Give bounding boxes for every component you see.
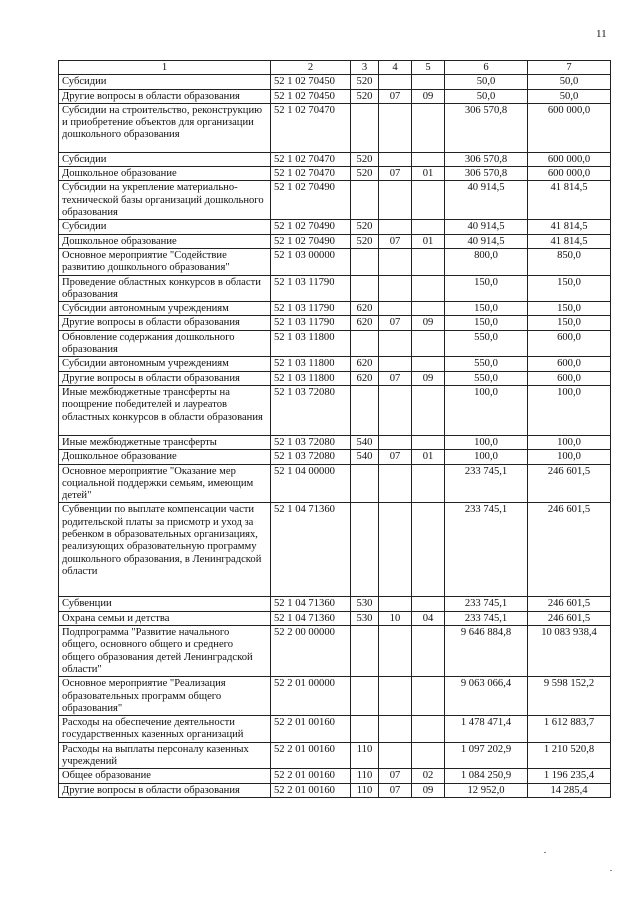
row-amount-year2: 600,0 — [528, 371, 611, 385]
column-header-year1: 6 — [445, 61, 528, 75]
table-row — [59, 181, 611, 220]
row-expense-type: 540 — [351, 450, 379, 464]
row-code: 52 2 01 00160 — [271, 769, 351, 783]
row-code: 52 1 02 70490 — [271, 234, 351, 248]
row-expense-type — [351, 626, 379, 677]
table-row — [59, 220, 611, 234]
row-expense-type: 110 — [351, 769, 379, 783]
row-section — [379, 716, 412, 743]
row-name: Иные межбюджетные трансферты на поощрение победителей и лауреатов областных конкурсов в области образования — [59, 385, 271, 435]
row-amount-year2: 1 196 235,4 — [528, 769, 611, 783]
row-name: Основное мероприятие "Содействие развитию дошкольного образования" — [59, 248, 271, 275]
row-code: 52 1 03 11800 — [271, 357, 351, 371]
table-row — [59, 75, 611, 89]
row-code: 52 1 02 70490 — [271, 220, 351, 234]
row-name: Расходы на выплаты персоналу казенных учреждений — [59, 742, 271, 769]
row-code: 52 1 02 70470 — [271, 167, 351, 181]
row-amount-year2: 600 000,0 — [528, 167, 611, 181]
row-amount-year1: 233 745,1 — [445, 597, 528, 611]
row-code: 52 1 04 71360 — [271, 503, 351, 597]
table-row — [59, 316, 611, 330]
row-name: Общее образование — [59, 769, 271, 783]
table-row — [59, 103, 611, 152]
row-subsection — [412, 626, 445, 677]
row-name: Основное мероприятие "Реализация образовательных программ общего образования" — [59, 677, 271, 716]
row-amount-year2: 600,0 — [528, 357, 611, 371]
table-row — [59, 769, 611, 783]
table-row — [59, 357, 611, 371]
column-header-code: 2 — [271, 61, 351, 75]
row-subsection — [412, 503, 445, 597]
row-subsection — [412, 742, 445, 769]
row-name: Субсидии на укрепление материально-технической базы организаций дошкольного образования — [59, 181, 271, 220]
row-name: Основное мероприятие "Оказание мер социальной поддержки семьям, имеющим детей" — [59, 464, 271, 503]
table-row — [59, 677, 611, 716]
row-subsection: 01 — [412, 167, 445, 181]
row-code: 52 1 03 72080 — [271, 450, 351, 464]
row-subsection: 01 — [412, 234, 445, 248]
row-amount-year2: 100,0 — [528, 435, 611, 449]
row-amount-year1: 550,0 — [445, 357, 528, 371]
table-row — [59, 435, 611, 449]
row-section — [379, 626, 412, 677]
table-row — [59, 167, 611, 181]
row-amount-year1: 306 570,8 — [445, 152, 528, 166]
column-header-pr: 5 — [412, 61, 445, 75]
row-section — [379, 597, 412, 611]
row-section — [379, 385, 412, 435]
row-amount-year2: 246 601,5 — [528, 503, 611, 597]
row-code: 52 1 02 70450 — [271, 75, 351, 89]
row-subsection: 09 — [412, 316, 445, 330]
row-amount-year2: 246 601,5 — [528, 597, 611, 611]
row-section: 10 — [379, 611, 412, 625]
row-subsection: 09 — [412, 783, 445, 797]
row-amount-year1: 1 097 202,9 — [445, 742, 528, 769]
row-section: 07 — [379, 167, 412, 181]
table-header-row — [59, 61, 611, 75]
row-section: 07 — [379, 371, 412, 385]
row-expense-type: 520 — [351, 152, 379, 166]
row-expense-type — [351, 503, 379, 597]
row-amount-year1: 100,0 — [445, 450, 528, 464]
row-amount-year1: 150,0 — [445, 302, 528, 316]
row-name: Подпрограмма "Развитие начального общего, основного общего и среднего общего образования детей Ленинградской области" — [59, 626, 271, 677]
table-row — [59, 503, 611, 597]
row-amount-year2: 9 598 152,2 — [528, 677, 611, 716]
row-name: Дошкольное образование — [59, 234, 271, 248]
row-name: Другие вопросы в области образования — [59, 783, 271, 797]
row-amount-year1: 150,0 — [445, 316, 528, 330]
row-expense-type: 530 — [351, 597, 379, 611]
row-amount-year1: 306 570,8 — [445, 103, 528, 152]
table-row — [59, 330, 611, 357]
row-subsection — [412, 181, 445, 220]
row-section — [379, 357, 412, 371]
row-expense-type — [351, 275, 379, 302]
row-code: 52 2 01 00160 — [271, 783, 351, 797]
row-code: 52 1 02 70490 — [271, 181, 351, 220]
budget-table — [58, 60, 611, 798]
row-code: 52 1 03 72080 — [271, 435, 351, 449]
row-amount-year2: 14 285,4 — [528, 783, 611, 797]
row-subsection — [412, 677, 445, 716]
row-amount-year2: 1 612 883,7 — [528, 716, 611, 743]
row-subsection — [412, 385, 445, 435]
row-subsection: 02 — [412, 769, 445, 783]
row-section: 07 — [379, 89, 412, 103]
row-name: Субвенции по выплате компенсации части родительской платы за присмотр и уход за ребенком в образовательных организациях, реализующих образовательную программу дошкольного образования, в Ленинградской области — [59, 503, 271, 597]
row-code: 52 1 03 11790 — [271, 302, 351, 316]
row-name: Проведение областных конкурсов в области образования — [59, 275, 271, 302]
row-amount-year2: 41 814,5 — [528, 220, 611, 234]
row-amount-year1: 100,0 — [445, 385, 528, 435]
row-section: 07 — [379, 783, 412, 797]
table-row — [59, 371, 611, 385]
row-section — [379, 302, 412, 316]
table-row — [59, 783, 611, 797]
row-amount-year1: 306 570,8 — [445, 167, 528, 181]
row-section — [379, 677, 412, 716]
table-row — [59, 626, 611, 677]
row-amount-year1: 40 914,5 — [445, 181, 528, 220]
row-amount-year2: 850,0 — [528, 248, 611, 275]
column-header-vr: 3 — [351, 61, 379, 75]
row-amount-year1: 9 063 066,4 — [445, 677, 528, 716]
row-subsection: 09 — [412, 371, 445, 385]
row-expense-type: 540 — [351, 435, 379, 449]
row-section: 07 — [379, 450, 412, 464]
row-section — [379, 220, 412, 234]
row-code: 52 1 04 71360 — [271, 611, 351, 625]
row-code: 52 1 03 72080 — [271, 385, 351, 435]
column-header-rz: 4 — [379, 61, 412, 75]
table-row — [59, 742, 611, 769]
row-amount-year1: 40 914,5 — [445, 234, 528, 248]
row-expense-type — [351, 181, 379, 220]
row-code: 52 1 03 11790 — [271, 316, 351, 330]
row-section: 07 — [379, 769, 412, 783]
row-amount-year2: 41 814,5 — [528, 181, 611, 220]
row-amount-year2: 50,0 — [528, 89, 611, 103]
row-code: 52 1 03 11790 — [271, 275, 351, 302]
table-row — [59, 302, 611, 316]
row-amount-year1: 100,0 — [445, 435, 528, 449]
row-subsection — [412, 597, 445, 611]
row-expense-type: 520 — [351, 220, 379, 234]
row-amount-year1: 233 745,1 — [445, 503, 528, 597]
row-expense-type: 620 — [351, 357, 379, 371]
page-number: 11 — [596, 28, 607, 40]
row-section — [379, 75, 412, 89]
row-amount-year2: 100,0 — [528, 385, 611, 435]
row-section — [379, 275, 412, 302]
row-code: 52 1 03 00000 — [271, 248, 351, 275]
row-code: 52 2 01 00160 — [271, 716, 351, 743]
row-amount-year1: 50,0 — [445, 75, 528, 89]
table-row — [59, 464, 611, 503]
row-amount-year2: 246 601,5 — [528, 464, 611, 503]
row-expense-type: 520 — [351, 167, 379, 181]
table-row — [59, 597, 611, 611]
row-name: Субсидии — [59, 220, 271, 234]
row-amount-year1: 233 745,1 — [445, 611, 528, 625]
row-expense-type: 520 — [351, 75, 379, 89]
row-subsection — [412, 275, 445, 302]
row-amount-year2: 600 000,0 — [528, 152, 611, 166]
row-code: 52 2 01 00000 — [271, 677, 351, 716]
row-section — [379, 503, 412, 597]
row-code: 52 1 02 70470 — [271, 152, 351, 166]
row-amount-year1: 550,0 — [445, 330, 528, 357]
row-expense-type — [351, 330, 379, 357]
row-amount-year1: 50,0 — [445, 89, 528, 103]
table-row — [59, 716, 611, 743]
row-section — [379, 181, 412, 220]
row-subsection — [412, 220, 445, 234]
table-row — [59, 152, 611, 166]
row-subsection — [412, 435, 445, 449]
row-expense-type — [351, 716, 379, 743]
row-amount-year1: 800,0 — [445, 248, 528, 275]
row-code: 52 2 01 00160 — [271, 742, 351, 769]
row-amount-year1: 150,0 — [445, 275, 528, 302]
row-name: Субсидии автономным учреждениям — [59, 357, 271, 371]
row-expense-type — [351, 103, 379, 152]
row-subsection — [412, 464, 445, 503]
row-section: 07 — [379, 316, 412, 330]
table-row — [59, 450, 611, 464]
row-subsection — [412, 103, 445, 152]
row-subsection — [412, 75, 445, 89]
row-code: 52 1 03 11800 — [271, 330, 351, 357]
row-subsection — [412, 716, 445, 743]
row-code: 52 1 02 70450 — [271, 89, 351, 103]
row-amount-year2: 150,0 — [528, 316, 611, 330]
row-amount-year2: 100,0 — [528, 450, 611, 464]
row-expense-type: 110 — [351, 742, 379, 769]
column-header-name: 1 — [59, 61, 271, 75]
row-amount-year1: 1 084 250,9 — [445, 769, 528, 783]
row-name: Иные межбюджетные трансферты — [59, 435, 271, 449]
row-name: Субсидии — [59, 152, 271, 166]
row-subsection — [412, 152, 445, 166]
row-code: 52 1 04 71360 — [271, 597, 351, 611]
table-row — [59, 275, 611, 302]
row-name: Другие вопросы в области образования — [59, 89, 271, 103]
row-section: 07 — [379, 234, 412, 248]
row-section — [379, 103, 412, 152]
row-amount-year2: 150,0 — [528, 275, 611, 302]
row-amount-year2: 150,0 — [528, 302, 611, 316]
row-expense-type: 620 — [351, 302, 379, 316]
row-subsection — [412, 357, 445, 371]
row-name: Дошкольное образование — [59, 167, 271, 181]
row-section — [379, 435, 412, 449]
row-section — [379, 248, 412, 275]
row-section — [379, 742, 412, 769]
row-section — [379, 330, 412, 357]
row-subsection — [412, 302, 445, 316]
row-amount-year1: 9 646 884,8 — [445, 626, 528, 677]
row-amount-year2: 1 210 520,8 — [528, 742, 611, 769]
row-name: Обновление содержания дошкольного образования — [59, 330, 271, 357]
row-subsection — [412, 248, 445, 275]
row-name: Другие вопросы в области образования — [59, 371, 271, 385]
table-row — [59, 248, 611, 275]
row-expense-type — [351, 677, 379, 716]
row-name: Субвенции — [59, 597, 271, 611]
row-name: Дошкольное образование — [59, 450, 271, 464]
column-header-year2: 7 — [528, 61, 611, 75]
row-expense-type: 520 — [351, 234, 379, 248]
row-expense-type: 110 — [351, 783, 379, 797]
row-amount-year2: 600 000,0 — [528, 103, 611, 152]
row-name: Расходы на обеспечение деятельности государственных казенных организаций — [59, 716, 271, 743]
row-name: Субсидии на строительство, реконструкцию и приобретение объектов для организации дошкольного образования — [59, 103, 271, 152]
row-expense-type — [351, 464, 379, 503]
row-code: 52 1 03 11800 — [271, 371, 351, 385]
row-name: Другие вопросы в области образования — [59, 316, 271, 330]
row-section — [379, 152, 412, 166]
row-code: 52 2 00 00000 — [271, 626, 351, 677]
row-code: 52 1 04 00000 — [271, 464, 351, 503]
row-expense-type — [351, 248, 379, 275]
row-section — [379, 464, 412, 503]
row-amount-year1: 233 745,1 — [445, 464, 528, 503]
row-name: Субсидии — [59, 75, 271, 89]
row-name: Субсидии автономным учреждениям — [59, 302, 271, 316]
row-expense-type: 530 — [351, 611, 379, 625]
row-amount-year1: 550,0 — [445, 371, 528, 385]
row-code: 52 1 02 70470 — [271, 103, 351, 152]
row-amount-year1: 1 478 471,4 — [445, 716, 528, 743]
row-expense-type: 520 — [351, 89, 379, 103]
row-expense-type: 620 — [351, 316, 379, 330]
scan-speck — [610, 870, 612, 871]
table-row — [59, 385, 611, 435]
row-amount-year2: 600,0 — [528, 330, 611, 357]
table-row — [59, 234, 611, 248]
row-amount-year2: 246 601,5 — [528, 611, 611, 625]
row-name: Охрана семьи и детства — [59, 611, 271, 625]
row-amount-year1: 40 914,5 — [445, 220, 528, 234]
row-amount-year2: 41 814,5 — [528, 234, 611, 248]
row-amount-year2: 50,0 — [528, 75, 611, 89]
table-row — [59, 89, 611, 103]
row-amount-year2: 10 083 938,4 — [528, 626, 611, 677]
row-amount-year1: 12 952,0 — [445, 783, 528, 797]
row-subsection: 01 — [412, 450, 445, 464]
row-subsection: 09 — [412, 89, 445, 103]
row-expense-type — [351, 385, 379, 435]
row-expense-type: 620 — [351, 371, 379, 385]
table-row — [59, 611, 611, 625]
row-subsection — [412, 330, 445, 357]
scan-speck — [544, 852, 546, 853]
row-subsection: 04 — [412, 611, 445, 625]
